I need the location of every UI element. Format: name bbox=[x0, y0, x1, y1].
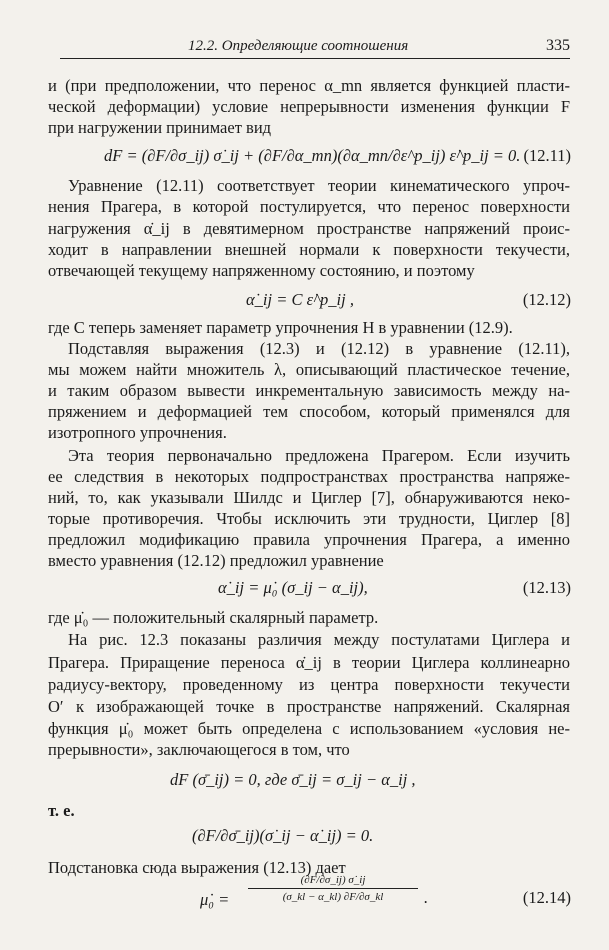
equation-12-14-lhs: μ̇₀ = bbox=[200, 890, 230, 909]
text-line: функция μ̇₀ может быть определена с использованием «условия не- bbox=[48, 719, 570, 738]
equation-continuity: dF (σ̄_ij) = 0, где σ̄_ij = σ_ij − α_ij , bbox=[170, 770, 416, 789]
text-line: прерывности», заключающегося в том, что bbox=[48, 740, 350, 759]
equation-12-11: dF = (∂F/∂σ_ij) σ̇_ij + (∂F/∂α_mn)(∂α_mn/∂ε^p_ij) ε̇^p_ij = 0. bbox=[104, 146, 521, 165]
text-line: торые противоречия. Чтобы исключить эти трудности, Циглер [8] bbox=[48, 509, 570, 528]
text-line: предложил модификацию правила упрочнения Прагера, а именно bbox=[48, 530, 570, 549]
equation-consistency: (∂F/∂σ̄_ij)(σ̇_ij − α̇_ij) = 0. bbox=[192, 826, 374, 845]
text-line: вместо уравнения (12.12) предложил уравнение bbox=[48, 551, 384, 570]
header-rule bbox=[60, 58, 570, 59]
te-label: т. е. bbox=[48, 801, 75, 820]
text-line: отвечающей текущему напряженному состоянию, и поэтому bbox=[48, 261, 475, 280]
text-line: Уравнение (12.11) соответствует теории кинематического упроч- bbox=[68, 176, 570, 195]
equation-number: (12.12) bbox=[522, 290, 571, 309]
running-header bbox=[60, 36, 570, 58]
equation-number: (12.11) bbox=[523, 146, 571, 165]
text-line: при нагружении принимает вид bbox=[48, 118, 272, 137]
text-line: O′ к изображающей точке в пространстве напряжений. Скалярная bbox=[48, 697, 570, 716]
text-line: нения Прагера, в которой постулируется, что перенос поверхности bbox=[48, 197, 570, 216]
text-line: Подставляя выражения (12.3) и (12.12) в уравнение (12.11), bbox=[68, 339, 570, 358]
text-line: изотропного упрочнения. bbox=[48, 423, 227, 442]
text-line: и таким образом вывести инкрементальную зависимость между на- bbox=[48, 381, 570, 400]
text-line: Прагера. Приращение переноса α̇_ij в теории Циглера коллинеарно bbox=[48, 653, 570, 672]
text-line: где μ̇₀ — положительный скалярный параметр. bbox=[48, 608, 379, 627]
text-line: ний, то, как указывали Шилдс и Циглер [7], обнаруживаются неко- bbox=[48, 488, 570, 507]
fraction-numerator: (∂F/∂σ_ij) σ̇_ij bbox=[300, 874, 366, 886]
text-line: ческой деформации) условие непрерывности изменения функции F bbox=[48, 97, 570, 116]
text-line: ее следствия в некоторых подпространствах пространства напряже- bbox=[48, 467, 570, 486]
text-line: Подстановка сюда выражения (12.13) дает bbox=[48, 858, 346, 877]
text-line: радиусу-вектору, проведенному из центра поверхности текучести bbox=[48, 675, 570, 694]
equation-number: (12.14) bbox=[522, 888, 571, 907]
equation-12-14-tail: . bbox=[424, 888, 429, 907]
text-line: где C теперь заменяет параметр упрочнения H в уравнении (12.9). bbox=[48, 318, 513, 337]
equation-12-13: α̇_ij = μ̇₀ (σ_ij − α_ij), bbox=[218, 578, 368, 597]
section-title: 12.2. Определяющие соотношения bbox=[188, 38, 409, 54]
equation-12-14-fraction bbox=[248, 874, 418, 903]
text-line: На рис. 12.3 показаны различия между постулатами Циглера и bbox=[68, 630, 570, 649]
text-line: мы можем найти множитель λ, описывающий пластическое течение, bbox=[48, 360, 570, 379]
text-line: Эта теория первоначально предложена Прагером. Если изучить bbox=[68, 446, 570, 465]
fraction-bar bbox=[248, 888, 418, 889]
text-line: нагружения α̇_ij в девятимерном пространстве напряжений проис- bbox=[48, 219, 570, 238]
equation-12-12: α̇_ij = C ε̇^p_ij , bbox=[246, 290, 354, 309]
text-line: и (при предположении, что перенос α_mn является функцией пласти- bbox=[48, 76, 570, 95]
equation-number: (12.13) bbox=[522, 578, 571, 597]
fraction-denominator: (σ_kl − α_kl) ∂F/∂σ_kl bbox=[282, 891, 384, 903]
page-number: 335 bbox=[546, 37, 570, 54]
text-line: ходит в направлении внешней нормали к поверхности текучести, bbox=[48, 240, 570, 259]
text-line: пряжением и деформацией тем способом, который применялся для bbox=[48, 402, 570, 421]
